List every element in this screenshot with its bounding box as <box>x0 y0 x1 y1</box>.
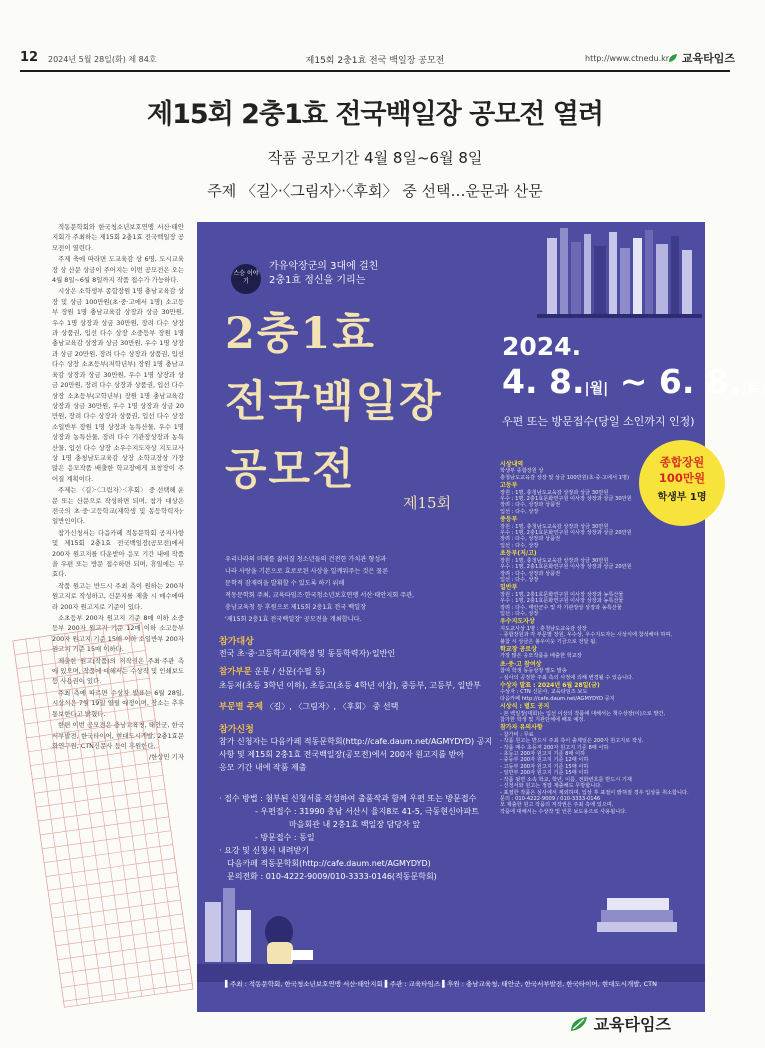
awards-line: 입선 : 다수, 상장 <box>500 542 539 549</box>
section-text: 사항 및 제15회 2충1효 전국백일장(공모전)에서 200자 원고지를 받아 <box>219 750 465 759</box>
awards-line: 입선 : 다수, 상장 <box>500 610 539 617</box>
awards-heading: 초·중·고 참여상 <box>500 660 542 668</box>
section-heading: 참가대상 <box>219 637 254 647</box>
intro-line: 문학적 잠재력을 발휘할 수 있도록 하기 위해 <box>225 580 345 587</box>
big-title-line: 2충1효 <box>225 309 376 359</box>
awards-line: - 참가비 : 무료 <box>500 731 534 738</box>
article-paragraph: 작품 원고는 반드시 주최 측이 원하는 200자 원고지로 작성하고, 신문지를 제출 시 매수에따라 200자 원고지로 기준이 있다. <box>52 581 184 611</box>
awards-line: - 고등부 200자 원고지 기준 15매 이하 <box>500 763 589 770</box>
awards-line: 장원 : 1명, 충청남도교육감 상장과 상금 30만원 <box>500 557 609 564</box>
date-start: 4. 8. <box>502 362 585 401</box>
badge-line: 100만원 <box>658 471 706 485</box>
big-title-line: 전국백일장 <box>225 377 443 427</box>
article-paragraph: 주제 축에 따라면 도교육감 상 6명, 도시교육장 상 산문 상금이 주어지는 이번 공모전은 오는 4월 8일~6월 8일까지 작품 접수가 가능하다. <box>52 255 184 285</box>
awards-heading: 일반부 <box>500 584 518 592</box>
awards-heading: 중등부 <box>500 516 518 524</box>
awards-heading: 수상자 발표 : 2024년 6월 28일(금) <box>500 682 600 689</box>
article-paragraph: 주최 측에 따르면 수상자 발표는 6월 28일, 시상식은 7월 19일 열릴 예정이며, 장소는 추후 통보한다고 밝혔다. <box>52 688 184 718</box>
awards-line: 장원 : 1명, 충청남도교육감 상장과 상금 30만원 <box>500 489 609 496</box>
awards-line: - 작품 원고는 반드시 주최 측이 출제일은 200자 원고지로 작성. <box>500 738 644 745</box>
awards-line: - 본 백일장(대회)는 입선 이상의 작품에 대해서는 책수상장(이)으로 발간, <box>500 710 666 717</box>
awards-line: 장려 : 다수, 상장과 상품권 <box>500 502 561 509</box>
awards-line: 모 제출한 원고 작품의 저작권은 주최 측에 있으며, <box>500 802 614 809</box>
reading-girl-illustration <box>197 782 705 982</box>
poster-intro <box>225 554 495 626</box>
awards-line: 우수 : 1명, 2충1효문화연구원 이사장 상장과 농특산물 <box>500 598 624 605</box>
badge-line: 종합장원 <box>659 455 705 469</box>
intro-line: 충남교육청 등 후원으로 제15회 2충1효 전국 백일장 <box>225 604 367 611</box>
awards-line: - 일반부 200자 원고지 기준 15매 이하 <box>500 770 589 777</box>
newspaper-logo <box>668 50 735 66</box>
section-heading: 참가부문 <box>219 667 252 677</box>
awards-line: 문의 : 010-4222-9009 / 010-3333-0146 <box>500 795 601 802</box>
awards-line: 다음카페 http://cafe.daum.net/AGMYDYD 공지 <box>500 695 615 702</box>
awards-line: - 신청서와 원고는 정잡 제출해도 무방합니다. <box>500 783 602 790</box>
site-url[interactable]: http://www.ctnedu.kr <box>585 54 670 63</box>
awards-heading: 우수지도자상 <box>500 618 535 626</box>
awards-line: - 작품 뒷면 소속 학교, 학년, 이름, 전화번호를 반드시 기재 <box>500 776 632 783</box>
books-icon <box>537 228 702 318</box>
subtitle-period: 작품 공모기간 4월 8일~6월 8일 <box>267 149 483 167</box>
awards-line: 우수 : 1명, 2충1효문화연구원 이사장 상장과 상금 30만원 <box>500 496 632 503</box>
awards-line: 작품에 대해서는 수상작 및 언론 보도용으로 사용됩니다. <box>500 808 627 815</box>
article-paragraph: 주제는 〈길〉·〈그림자〉·〈후회〉 중 선택해 운문 또는 산문으로 작성하면 되며, 참가 대상은 전국의 초·중·고등학교(재학생 및 동등학력자)·일반인이다. <box>52 486 184 526</box>
poster-awards-column <box>500 460 700 815</box>
section-text: 초등저(초등 3학년 이하), 초등고(초등 4학년 이상), 중등부, 고등부, 일반부 <box>219 681 481 690</box>
intro-line: 우리나라의 미래를 짊어질 청소년들의 건전한 가치관 형성과 <box>225 556 387 563</box>
section-heading: 부문별 주제 <box>219 702 264 712</box>
section-text: 〈길〉, 〈그림자〉, 〈후회〉 중 선택 <box>265 702 399 711</box>
poster-organizers: ▌주최 : 적동문학회, 한국청소년보호연맹 서산·태안지회 ▌주관 : 교육타임즈 ▌후원 : 충남교육청, 태안군, 한국서부발전, 한국타이어, 현대도시개발, CTN <box>225 980 658 988</box>
target-section <box>219 634 494 660</box>
detail-line: 문의전화 : 010-4222-9009/010-3333-0146(적동문학회) <box>227 872 437 881</box>
header-rule <box>20 70 730 72</box>
apply-section <box>219 722 494 774</box>
detail-line: - 우편접수 : 31990 충남 서산시 율지8로 41-5, 극동현신아파트 <box>255 807 479 816</box>
awards-line: 참여 학생 동등상장 별도 발송 <box>500 668 567 675</box>
awards-line: - 초등고 200자 원고지 기준 8매 이하 <box>500 751 586 758</box>
awards-line: 충청남도교육감 상장 및 상금 100만원(초·중·고에서 1명) <box>500 474 630 481</box>
detail-line: · 요강 및 신청서 내려받기 <box>219 846 309 855</box>
day-start: 월 <box>589 381 604 397</box>
detail-line: - 방문접수 : 동일 <box>255 833 315 842</box>
logo-text: 교육타임즈 <box>681 52 735 65</box>
awards-line: 우수 : 1명, 2충1효문화연구원 이사장 상장과 상금 20만원 <box>500 564 632 571</box>
awards-line: 장려 : 다수, 상장과 상품권 <box>500 570 561 577</box>
intro-line: 적동문학회 주최, 교육타임즈·한국청소년보호연맹 서산·태안지회 주관, <box>225 592 415 599</box>
section-text: 참가 신청자는 다음카페 적동문학회(http://cafe.daum.net/AGMYDYD) 공지 <box>219 737 493 746</box>
section-note: 운문 / 산문(수필 등) <box>254 667 326 676</box>
subtitle-topic: 주제 〈길〉·〈그림자〉·〈후회〉 중 선택…운문과 산문 <box>207 182 543 200</box>
badge-line: 학생부 1명 <box>657 492 707 503</box>
article-paragraph: 적동문학회와 한국청소년보호연맹 서산·태안지회가 주최하는 제15회 2충1효 전국백일장 공모전이 열린다. <box>52 223 184 252</box>
day-end: 토 <box>746 381 761 397</box>
tagline-line: 가유악장군의 3대에 걸친 <box>269 261 379 272</box>
awards-line: - 심사의 공정한 주최 측의 사정에 의해 변경될 수 있습니다. <box>500 674 634 681</box>
article-paragraph: 참가신청서는 다음카페 적동문학회 공지사항 및 제15회 2충1효 전국백일장(공모전)에서 200자 원고지를 다운받아 응모 기간 내에 작품을 우편 또는 방문 접수하면 되며, 휴일에는 무효다. <box>52 528 184 579</box>
page-number: 12 <box>20 50 39 65</box>
awards-line: 입선 : 다수, 상장 <box>500 508 539 515</box>
poster-tag-badge: 스승 이야기 <box>231 264 261 294</box>
awards-line: 지도교사상 1명 : 충청남도교육감 상장 <box>500 625 587 632</box>
awards-line: 참가한 학생 및 기관단체에 배포 예정. <box>500 717 586 724</box>
footer-logo-text: 교육타임즈 <box>593 1015 671 1034</box>
detail-line: 다음카페 적동문학회(http://cafe.daum.net/AGMYDYD) <box>227 859 431 868</box>
byline: /한상민 기자 <box>148 753 184 762</box>
awards-heading: 시상내역 <box>500 461 524 468</box>
awards-heading: 고등부 <box>500 482 518 490</box>
awards-line: 입선 : 다수, 상장 <box>500 576 539 583</box>
section-text: 전국 초·중·고등학교(재학생 및 동등학력자)·일반인 <box>219 649 396 658</box>
article-paragraph: 제출한 원고(작품)의 저작권은 주최·주관 측에 있으며, 작품에 대해서는 수상작 및 인쇄보도 등 사용권이 있다. <box>52 656 184 686</box>
detail-line: · 접수 방법 : 첨부된 신청서를 작성하여 출품작과 함께 우편 또는 방문접수 <box>219 794 477 803</box>
tagline-line: 2충1효 정신을 기리는 <box>269 275 366 286</box>
issue-date: 2024년 5월 28일(화) 제 84호 <box>48 55 157 64</box>
poster-year: 2024. <box>502 332 582 361</box>
poster-edition: 제15회 <box>403 494 452 512</box>
awards-line: - 표절한 작품은 심사에서 제외하며, 입상 후 표절이 밝혀질 경우 입상을 취소합니다. <box>500 789 689 796</box>
intro-line: 나라 사랑을 기본으로 효로로된 사상을 일깨워주는 것은 물론 <box>225 568 389 575</box>
awards-heading: 학교장 공로상 <box>500 645 537 653</box>
page-header <box>0 0 750 76</box>
article-paragraph: 소초등부 200자 원고지 기준 8매 이하 소중등부 200자 원고지 기준 12매 이하 소고등부 200자 원고지 기준 15매 이하 소일반부 200자 원고지 기준 15매 이하다. <box>52 614 184 654</box>
article-paragraph: 한편 이번 공모전은 충남교육청, 태안군, 한국서부발전, 한국타이어, 현대도시개발, 2충1효문화연구원, CTN신문사 등이 후원한다. <box>52 721 184 750</box>
poster-big-title <box>225 300 535 504</box>
footer-logo <box>570 1012 671 1035</box>
section-title: 제15회 2충1효 전국 백일장 공모전 <box>305 56 445 66</box>
awards-line: - 작품 매수 초등저 200자 원고지 기준 8매 이하 <box>500 744 609 751</box>
topic-section <box>219 700 494 714</box>
headline: 제15회 2충1효 전국백일장 공모전 열려 <box>147 99 603 130</box>
submission-method: 우편 또는 방문접수(당일 소인까지 인정) <box>502 415 695 428</box>
awards-line: 장원 : 1명, 2충1효문화연구원 이사장 상장과 농특산물 <box>500 591 624 598</box>
manuscript-grid-decoration <box>28 620 178 1010</box>
detail-line: 마을회관 내 2충1효 백일장 담당자 앞 <box>289 820 421 829</box>
awards-line: - 중등부 200자 원고지 기준 12매 이하 <box>500 757 589 764</box>
contest-poster <box>197 222 765 1012</box>
awards-line: 장려 : 다수, 상장과 상품권 <box>500 536 561 543</box>
awards-line: 장려 : 다수, 태안군수 및 각 기관장상 상장과 농특산물 <box>500 604 622 611</box>
awards-heading: 참가자 유의사항 <box>500 724 543 732</box>
awards-line: 가장 많은 응모작품을 배출한 학교장 <box>500 653 582 660</box>
leaf-logo-icon <box>570 1016 588 1032</box>
awards-heading: 초등부(저/고) <box>500 550 537 558</box>
awards-heading: 시상식 : 별도 공지 <box>500 703 550 711</box>
awards-line: 불참 시 상금은 불우이웃 기금으로 전달 됨. <box>500 638 597 645</box>
category-section <box>219 665 494 692</box>
date-end: 6. 8. <box>658 362 742 401</box>
leaf-logo-icon <box>668 53 678 63</box>
intro-line: '제15회 2충1효 전국백일장' 공모전을 개최합니다. <box>225 616 362 623</box>
poster-dates: 4. 8.|월| ~ 6. 8.|토| <box>502 362 765 401</box>
section-heading: 참가신청 <box>219 725 254 735</box>
article-paragraph: 시상은 소학생부 종합장원 1명 충남교육감 상장 및 상금 100만원(초·중·고에서 1명) 소고등부 장원 1명 충남교육감 상장과 상금 30만원, 우수 1명 상장과 상금 30만원, 장려 다수 상장과 상품권, 입선 다수 상장 소중등부 장원 1명 충남교육감 상장과 상금 30만원, 우수 1명 상장과 상금 20만원, 장려 다수 상장과 상품권, 입선 다수 상장 소초등부(저학년부) 장원 1명 충남교육감 상장과 상금 30만원, 우수 1명 상장과 상금 20만원, 장려 다수 상장과 상품권, 입선 다수 상장 소초등부(고학년부) 장원 1명 충남교육감 상장과 상금 30만원, 우수 1명 상장과 상금 20만원, 장려 다수 상장과 상품권, 입선 다수 상장 소일반부 장원 1명 상장과 농특산물, 우수 1명 상장과 농특산물, 장려 다수 기관장상장과 농특산물, 입선 다수 상장 소우수지도자상 지도교사상 1명 충청남도교육감 상장 소학교장상 가장 많은 응모작품 배출한 학교장에게 표창장이 주어질 계획이다. <box>52 287 184 483</box>
awards-line: 장원 : 1명, 충청남도교육감 상장과 상금 30만원 <box>500 523 609 530</box>
awards-line: 학생부 종합장원 상 <box>500 468 544 475</box>
awards-line: - 종합장원과 각 부문별 장원, 우수상, 우수지도자는 시상식에 참석해야 하며, <box>500 632 672 639</box>
awards-line: 우수 : 1명, 2충1효문화연구원 이사장 상장과 상금 20만원 <box>500 530 632 537</box>
section-text: 응모 기간 내에 작품 제출 <box>219 763 307 772</box>
poster-tagline <box>269 260 378 288</box>
big-title-line: 공모전 <box>225 445 356 495</box>
awards-line: 수상자 : CTN 신문사, 교육타임즈 보도 <box>500 689 588 696</box>
